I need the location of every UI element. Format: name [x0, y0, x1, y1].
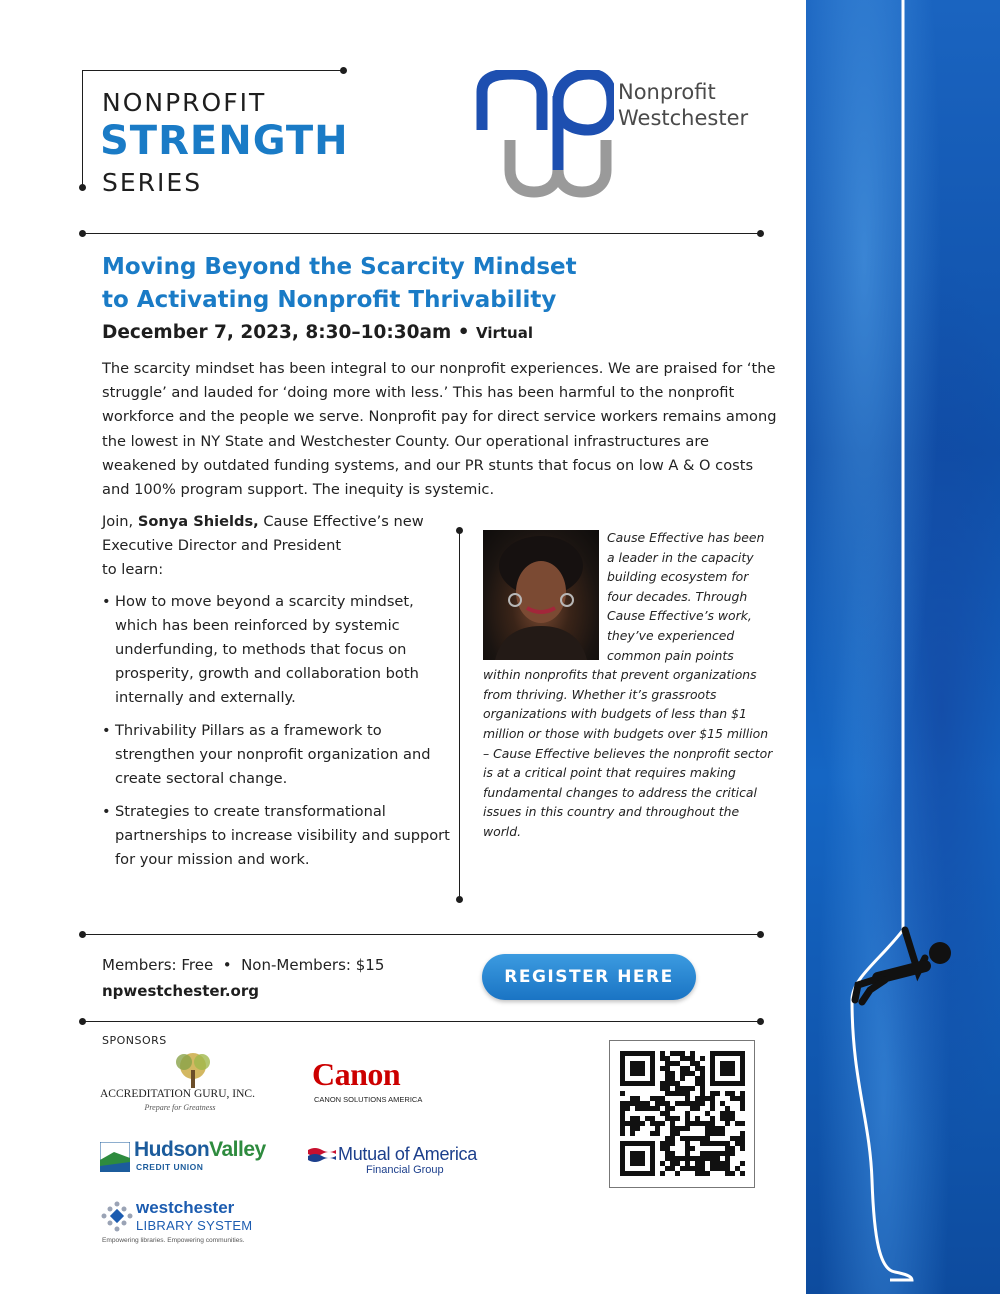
org-name-line1: Nonprofit — [618, 80, 716, 104]
series-title-line3: SERIES — [102, 168, 203, 197]
join-paragraph — [102, 510, 452, 582]
join-prefix: Join, — [102, 513, 138, 530]
divider-dot — [79, 184, 86, 191]
sponsor-tagline: Empowering libraries. Empowering communities. — [102, 1237, 245, 1244]
event-mode: Virtual — [475, 324, 533, 342]
sponsor-sub: CANON SOLUTIONS AMERICA — [314, 1095, 423, 1104]
list-item: • Thrivability Pillars as a framework to strengthen your nonprofit organization and create sectoral change. — [102, 719, 454, 791]
org-name-line2: Westchester — [618, 106, 749, 130]
speaker-name: Sonya Shields, — [137, 513, 259, 530]
sponsor-sub: CREDIT UNION — [136, 1162, 204, 1172]
divider — [82, 70, 346, 71]
series-title-line1: NONPROFIT — [102, 88, 267, 117]
qr-code[interactable] — [609, 1040, 755, 1188]
join-to-learn: to learn: — [102, 561, 164, 578]
canon-logo: Canon — [312, 1056, 401, 1092]
join-suffix: Cause Effective’s new Executive Director and President — [102, 513, 424, 554]
website-link[interactable]: npwestchester.org — [102, 982, 259, 1000]
event-title — [102, 251, 702, 317]
flag-icon — [308, 1146, 336, 1166]
about-text: Cause Effective has been a leader in the capacity building ecosystem for four decades. Through Cause Effective’s work, they’ve experienced common pain points within nonprofits that prevent organizations from thriving. Whether it’s grassroots organizations with budgets of less than $1 million or those with budgets over $15 million – Cause Effective believes the nonprofit sector is at a critical point that requires making fundamental changes to address the critical issues in this country and throughout the world. — [483, 530, 773, 839]
event-title-line1: Moving Beyond the Scarcity Mindset — [102, 254, 577, 280]
register-button[interactable]: REGISTER HERE — [482, 954, 696, 1000]
sponsor-name: westchester — [136, 1198, 235, 1217]
divider — [82, 233, 762, 234]
sponsors-label: SPONSORS — [102, 1034, 167, 1047]
npw-logo — [474, 70, 614, 198]
event-date-time — [102, 322, 533, 343]
intro-paragraph: The scarcity mindset has been integral to our nonprofit experiences. We are praised for ‘the struggle’ and lauded for ‘doing more with less.’ This has been harmful to the nonprofit workforce and the people we serve. Nonprofit pay for direct service workers remains among the lowest in NY State and Westchester County. Our operational infrastructures are weakened by outdated funding systems, and our PR stunts that focus on low A & O costs and 100% program support. The inequity is systemic. — [102, 360, 777, 499]
sponsor-westchester-library[interactable] — [100, 1200, 270, 1250]
valley-name: Valley — [209, 1138, 266, 1161]
learning-points-list — [102, 590, 454, 881]
sponsor-hudson-valley[interactable] — [100, 1138, 280, 1178]
about-cause-effective — [483, 528, 773, 842]
series-title-line2: STRENGTH — [100, 118, 349, 164]
hudson-name: Hudson — [134, 1138, 210, 1161]
sponsor-accreditation-guru[interactable] — [100, 1050, 260, 1116]
divider-dot — [757, 1018, 764, 1025]
divider — [82, 1021, 762, 1022]
divider — [82, 70, 83, 188]
list-item: • Strategies to create transformational partnerships to increase visibility and support for your mission and work. — [102, 800, 454, 872]
sponsor-canon[interactable] — [310, 1056, 440, 1110]
divider-dot — [757, 931, 764, 938]
qr-code-icon — [610, 1041, 754, 1187]
list-item: • How to move beyond a scarcity mindset, which has been reinforced by systemic underfunding, to methods that focus on prosperity, growth and collaboration both internally and externally. — [102, 590, 454, 710]
sponsor-mutual-of-america[interactable] — [308, 1144, 498, 1180]
event-title-line2: to Activating Nonprofit Thrivability — [102, 287, 557, 313]
tree-icon — [100, 1050, 260, 1090]
divider-dot — [757, 230, 764, 237]
date-time-text: December 7, 2023, 8:30–10:30am • — [102, 322, 476, 343]
library-dots-icon — [100, 1200, 134, 1234]
divider — [459, 530, 460, 900]
sponsor-name: Mutual of America — [338, 1144, 477, 1164]
divider-dot — [340, 67, 347, 74]
pricing-text: Members: Free • Non-Members: $15 — [102, 956, 385, 974]
sponsor-sub: Financial Group — [366, 1164, 444, 1176]
sponsor-tagline: Prepare for Greatness — [144, 1103, 216, 1112]
sponsor-name: ACCREDITATION GURU, INC. — [100, 1088, 255, 1100]
hudson-valley-icon — [100, 1142, 130, 1172]
sponsor-name-line2: LIBRARY SYSTEM — [136, 1218, 253, 1233]
divider — [82, 934, 762, 935]
divider-dot — [456, 896, 463, 903]
